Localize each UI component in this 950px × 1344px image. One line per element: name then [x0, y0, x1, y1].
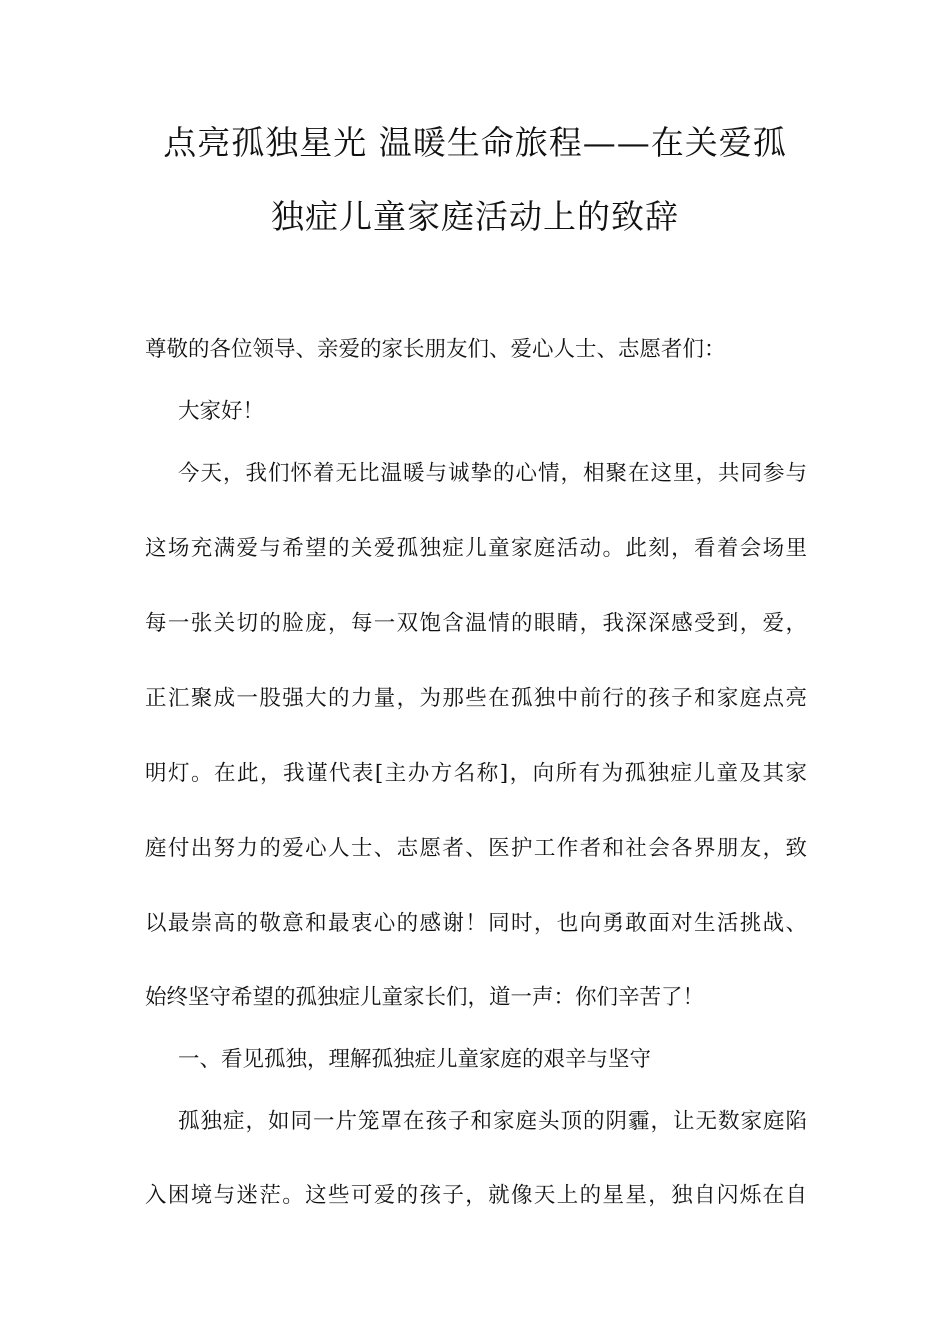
section-heading: 一、看见孤独，理解孤独症儿童家庭的艰辛与坚守: [178, 1047, 652, 1072]
greeting: 大家好！: [178, 399, 265, 424]
paragraph-2-line: 入困境与迷茫。这些可爱的孩子，就像天上的星星，独自闪烁在自: [145, 1183, 807, 1208]
title-line-1: 点亮孤独星光 温暖生命旅程——在关爱孤: [163, 123, 787, 162]
paragraph-1-line: 始终坚守希望的孤独症儿童家长们，道一声：你们辛苦了！: [145, 985, 705, 1010]
paragraph-1-line: 明灯。在此，我谨代表[主办方名称]，向所有为孤独症儿童及其家: [145, 761, 807, 786]
paragraph-1-line: 以最崇高的敬意和最衷心的感谢！同时，也向勇敢面对生活挑战、: [145, 911, 807, 936]
paragraph-2-line: 孤独症，如同一片笼罩在孩子和家庭头顶的阴霾，让无数家庭陷: [178, 1109, 807, 1134]
paragraph-1-line: 正汇聚成一股强大的力量，为那些在孤独中前行的孩子和家庭点亮: [145, 686, 807, 711]
salutation: 尊敬的各位领导、亲爱的家长朋友们、爱心人士、志愿者们：: [145, 337, 726, 362]
paragraph-1-line: 庭付出努力的爱心人士、志愿者、医护工作者和社会各界朋友，致: [145, 836, 807, 861]
title-line-2: 独症儿童家庭活动上的致辞: [271, 197, 679, 236]
paragraph-1-line: 今天，我们怀着无比温暖与诚挚的心情，相聚在这里，共同参与: [178, 461, 807, 486]
paragraph-1-line: 每一张关切的脸庞，每一双饱含温情的眼睛，我深深感受到，爱，: [145, 611, 807, 636]
paragraph-1-line: 这场充满爱与希望的关爱孤独症儿童家庭活动。此刻，看着会场里: [145, 536, 807, 561]
